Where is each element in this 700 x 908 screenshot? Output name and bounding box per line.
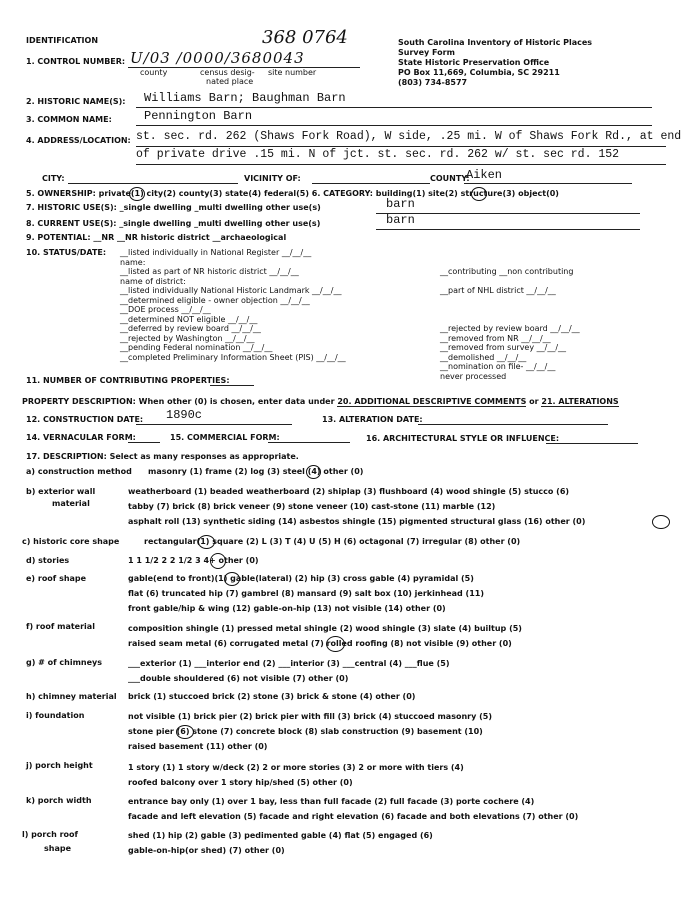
desc-options: raised seam metal (6) corrugated metal (7) rolled roofing (8) not visible (9) other (0) — [128, 639, 512, 648]
status-item: never processed — [440, 371, 507, 381]
identification-heading: IDENTIFICATION — [26, 36, 99, 45]
historic-use-value: barn — [386, 197, 415, 211]
desc-label: f) roof material — [26, 622, 95, 631]
desc-label: c) historic core shape — [22, 537, 120, 546]
county-sublabel: county — [140, 68, 168, 77]
corrugated-circle — [326, 636, 345, 652]
control-number-label: 1. CONTROL NUMBER: — [26, 57, 126, 66]
desc-options: front gable/hip & wing (12) gable-on-hip (13) not visible (14) other (0) — [128, 604, 446, 613]
desc-options: composition shingle (1) pressed metal shingle (2) wood shingle (3) slate (4) builtup (5) — [128, 624, 522, 633]
handwritten-number: 368 0764 — [262, 27, 348, 48]
agency-line: Survey Form — [398, 48, 455, 57]
description-heading: 17. DESCRIPTION: Select as many responses as appropriate. — [26, 452, 299, 461]
status-item: __deferred by review board __/__/__ — [120, 324, 261, 333]
desc-options: masonry (1) frame (2) log (3) steel (4) other (0) — [148, 467, 364, 476]
commercial-form-label: 15. COMMERCIAL FORM: — [170, 433, 280, 442]
potential-row: 9. POTENTIAL: __NR __NR historic district __archaeological — [26, 233, 287, 242]
desc-options: gable(end to front)(1) gable(lateral) (2) hip (3) cross gable (4) pyramidal (5) — [128, 574, 474, 583]
status-label: 10. STATUS/DATE: — [26, 248, 107, 257]
propdesc-or: or — [529, 397, 539, 406]
desc-options: tabby (7) brick (8) brick veneer (9) stone veneer (10) cast-stone (11) marble (12) — [128, 502, 496, 511]
status-item: name of district: — [120, 276, 186, 286]
status-item: __completed Preliminary Information Sheet (PIS) __/__/__ — [120, 352, 346, 362]
address-line-2: of private drive .15 mi. N of jct. st. sec. rd. 262 w/ st. sec rd. 152 — [136, 148, 620, 161]
gable-circle — [224, 572, 240, 586]
construction-date-value: 1890c — [166, 408, 203, 422]
status-item — [440, 305, 580, 315]
style-influence-label: 16. ARCHITECTURAL STYLE OR INFLUENCE: — [366, 434, 560, 443]
historic-names-label: 2. HISTORIC NAME(S): — [26, 97, 126, 106]
desc-options: stone pier (6) stone (7) concrete block (8) slab construction (9) basement (10) — [128, 727, 483, 736]
desc-label: h) chimney material — [26, 692, 117, 701]
alteration-date-label: 13. ALTERATION DATE: — [322, 415, 423, 424]
vernacular-form-label: 14. VERNACULAR FORM: — [26, 433, 136, 442]
property-description-note — [22, 397, 619, 407]
status-item: __rejected by review board __/__/__ — [440, 324, 580, 333]
status-item: __pending Federal nomination __/__/__ — [120, 343, 273, 352]
status-item: __determined eligible - owner objection __/__/__ — [120, 295, 310, 305]
status-item: __listed individually in National Register __/__/__ — [120, 248, 312, 257]
status-item: __part of NHL district __/__/__ — [440, 286, 556, 295]
vicinity-label: VICINITY OF: — [244, 174, 301, 183]
historic-use-row: 7. HISTORIC USE(S): _single dwelling _multi dwelling other use(s) — [26, 203, 321, 212]
agency-line: State Historic Preservation Office — [398, 58, 550, 67]
status-item — [440, 277, 580, 287]
desc-options: ___double shouldered (6) not visible (7) other (0) — [128, 674, 349, 683]
desc-options: asphalt roll (13) synthetic siding (14) asbestos shingle (15) pigmented structural glass (16) other (0) — [128, 517, 586, 526]
census-sublabel-2: nated place — [206, 77, 254, 86]
desc-label: k) porch width — [26, 796, 92, 805]
agency-block — [398, 38, 592, 88]
desc-label: b) exterior wall — [26, 487, 96, 496]
historic-names-value: Williams Barn; Baughman Barn — [144, 91, 346, 105]
status-left-list — [120, 248, 346, 362]
rectangular-circle — [198, 535, 215, 549]
desc-label: j) porch height — [26, 761, 93, 770]
desc-options: weatherboard (1) beaded weatherboard (2) shiplap (3) flushboard (4) wood shingle (5) stucco (6) — [128, 487, 570, 496]
status-item: __nomination on file- __/__/__ — [440, 362, 556, 371]
agency-line: South Carolina Inventory of Historic Places — [398, 38, 593, 47]
site-sublabel: site number — [268, 68, 317, 77]
desc-label: shape — [44, 844, 72, 853]
desc-options: raised basement (11) other (0) — [128, 742, 268, 751]
stories-circle — [210, 553, 226, 569]
desc-label: d) stories — [26, 556, 70, 565]
desc-options: 1 story (1) 1 story w/deck (2) 2 or more stories (3) 2 or more with tiers (4) — [128, 763, 464, 772]
desc-label: material — [52, 499, 90, 508]
desc-options: shed (1) hip (2) gable (3) pedimented gable (4) flat (5) engaged (6) — [128, 831, 433, 840]
county-label: COUNTY: — [430, 174, 470, 183]
desc-label: a) construction method — [26, 467, 132, 476]
current-use-value: barn — [386, 213, 415, 227]
desc-options: 1 1 1/2 2 2 1/2 3 4+ other (0) — [128, 556, 259, 565]
status-item: __contributing __non contributing — [440, 267, 574, 276]
log-circle — [306, 465, 321, 479]
propdesc-text: PROPERTY DESCRIPTION: When other (0) is chosen, enter data under — [22, 397, 335, 406]
ownership-category-row: 5. OWNERSHIP: private(1) city(2) county(3) state(4) federal(5) 6. CATEGORY: building(1) site(2) structure(3) object(0) — [26, 189, 559, 198]
desc-options: entrance bay only (1) over 1 bay, less than full facade (2) full facade (3) porte cochere (4) — [128, 797, 535, 806]
other-circle — [652, 515, 670, 529]
desc-label: g) # of chimneys — [26, 658, 103, 667]
agency-line: (803) 734-8577 — [398, 78, 468, 87]
desc-options: brick (1) stuccoed brick (2) stone (3) brick & stone (4) other (0) — [128, 692, 416, 701]
building-circle — [471, 187, 487, 201]
current-use-row: 8. CURRENT USE(S): _single dwelling _multi dwelling other use(s) — [26, 219, 321, 228]
desc-options: roofed balcony over 1 story hip/shed (5) other (0) — [128, 778, 353, 787]
desc-label: i) foundation — [26, 711, 85, 720]
status-item: __removed from survey __/__/__ — [440, 343, 567, 352]
status-item: __removed from NR __/__/__ — [440, 333, 551, 343]
agency-line: PO Box 11,669, Columbia, SC 29211 — [398, 68, 560, 77]
status-item: __listed individually National Historic Landmark __/__/__ — [120, 286, 342, 295]
control-number-value: U/03 /0000/3680043 — [130, 49, 305, 67]
private-circle — [129, 187, 145, 201]
address-label: 4. ADDRESS/LOCATION: — [26, 136, 131, 145]
status-item — [440, 296, 580, 306]
county-value: Aiken — [466, 168, 503, 182]
construction-date-label: 12. CONSTRUCTION DATE: — [26, 415, 144, 424]
status-item — [440, 315, 580, 325]
status-item: __demolished __/__/__ — [440, 352, 527, 362]
desc-options: rectangular(1) square (2) L (3) T (4) U (5) H (6) octagonal (7) irregular (8) other (0) — [144, 537, 521, 546]
address-line-1: st. sec. rd. 262 (Shaws Fork Road), W side, .25 mi. W of Shaws Fork Rd., at end — [136, 130, 682, 143]
desc-label: l) porch roof — [22, 830, 78, 839]
desc-options: flat (6) truncated hip (7) gambrel (8) mansard (9) salt box (10) jerkinhead (11) — [128, 589, 484, 598]
desc-options: ___exterior (1) ___interior end (2) ___interior (3) ___central (4) ___flue (5) — [128, 659, 450, 668]
stone-pier-circle — [176, 725, 194, 739]
status-right-list — [440, 267, 580, 381]
status-item: __determined NOT eligible __/__/__ — [120, 314, 258, 324]
status-item: __DOE process __/__/__ — [120, 305, 211, 314]
desc-options: gable-on-hip(or shed) (7) other (0) — [128, 846, 285, 855]
desc-label: e) roof shape — [26, 574, 87, 583]
status-item: __listed as part of NR historic district __/__/__ — [120, 267, 299, 276]
census-sublabel: census desig- — [200, 68, 255, 77]
status-item: __rejected by Washington __/__/__ — [120, 333, 255, 343]
additional-comments-ref: 20. ADDITIONAL DESCRIPTIVE COMMENTS — [337, 397, 527, 406]
status-item: name: — [120, 257, 146, 267]
common-name-label: 3. COMMON NAME: — [26, 115, 112, 124]
desc-options: facade and left elevation (5) facade and right elevation (6) facade and both elevations (7) other (0) — [128, 812, 579, 821]
alterations-ref: 21. ALTERATIONS — [541, 397, 619, 406]
common-name-value: Pennington Barn — [144, 109, 253, 123]
contributing-properties-label: 11. NUMBER OF CONTRIBUTING PROPERTIES: — [26, 376, 230, 385]
city-label: CITY: — [42, 174, 65, 183]
desc-options: not visible (1) brick pier (2) brick pier with fill (3) brick (4) stuccoed masonry (5) — [128, 712, 492, 721]
